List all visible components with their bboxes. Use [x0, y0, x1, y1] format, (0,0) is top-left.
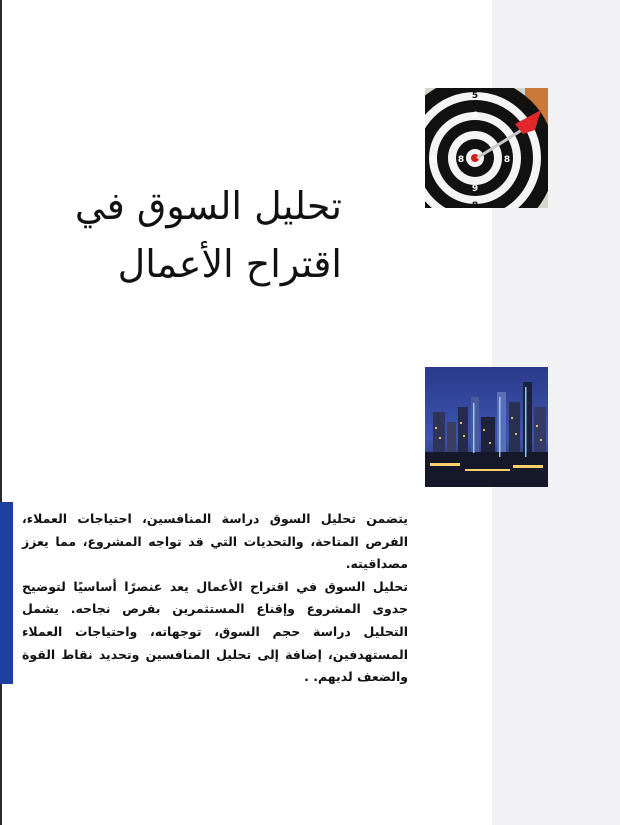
page-title [10, 177, 342, 293]
svg-text:7: 7 [439, 155, 447, 165]
paragraph-2: تحليل السوق في اقتراح الأعمال يعد عنصرًا أساسيًا لتوضيح جدوى المشروع وإقناع المستثمرين بفرص نجاحه. يشمل التحليل دراسة حجم السوق، توجهاته، واحتياجات العملاء المستهدفين، إضافة إلى تحليل المنافسين وتحديد نقاط القوة والضعف لديهم. . [22, 578, 408, 685]
dartboard-target-icon [425, 88, 548, 208]
svg-text:9: 9 [471, 184, 479, 194]
svg-text:5: 5 [471, 91, 479, 101]
accent-bar [0, 502, 13, 684]
body-text [22, 508, 408, 689]
city-skyline-photo [425, 367, 548, 487]
svg-text:8: 8 [503, 155, 511, 165]
svg-text:6: 6 [429, 155, 437, 165]
svg-text:6: 6 [471, 111, 479, 121]
title-line-2: اقتراح الأعمال [117, 242, 342, 287]
svg-text:8: 8 [457, 155, 465, 165]
page-left-border [0, 0, 2, 825]
svg-text:8: 8 [471, 201, 479, 208]
paragraph-1: يتضمن تحليل السوق دراسة المنافسين، احتياجات العملاء، الفرص المتاحة، والتحديات التي قد تواجه المشروع، مما يعزز مصداقيته. [22, 511, 408, 572]
title-line-1: تحليل السوق في [74, 184, 342, 229]
